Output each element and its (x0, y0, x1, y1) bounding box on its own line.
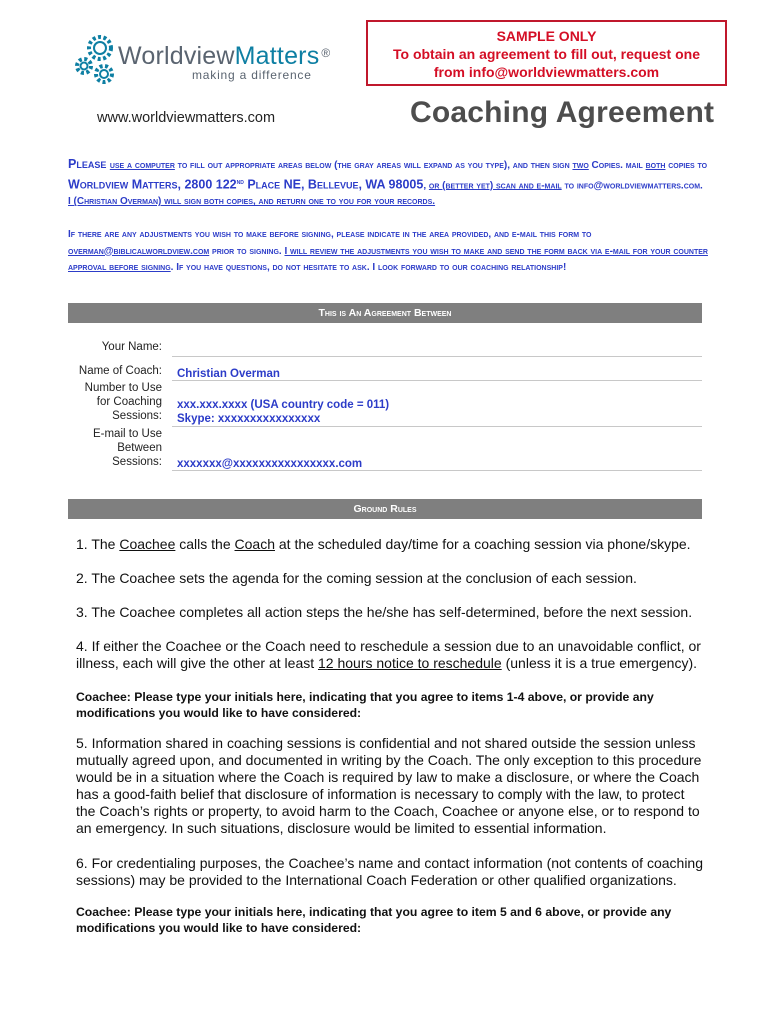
session-email-value: xxxxxxx@xxxxxxxxxxxxxxxx.com (177, 458, 363, 470)
brand-name: WorldviewMatters ® (118, 42, 331, 70)
coach-name-label: Name of Coach: (78, 365, 162, 377)
initials-prompt-1: Coachee: Please type your initials here, indicating that you agree to items 1-4 above, or provide any modifications you would like to have considered: (76, 690, 654, 720)
instructions-paragraph: Please use a computer to fill out appropriate areas below (the gray areas will expand as you type), and then sign two Copies. mail both copies to Worldview Matters, 2800 122nd Place NE, Bellevue, WA 98005, or (better yet) scan and e-mail to info@worldviewmatters.com. I (Christian Overman) will sign both copies, and return one to you for your records. (68, 157, 708, 208)
website-url: www.worldviewmatters.com (97, 110, 276, 126)
number-label: Number to Use for Coaching Sessions: (84, 382, 162, 422)
rule-5: 5. Information shared in coaching sessions is confidential and not shared outside the session unless mutually agreed upon, and documented in writing by the Coach. The only exception to this procedure would be in a situation where the Coach is required by law to make a disclosure, or where the Coach has a good-faith belief that disclosure of information is necessary to comply with the law, to protect the Coach’s rights or property, to avoid harm to the Coach, Coachee or anyone else, or to respond to an emergency. In such situations, disclosure would be limited to essential information. (76, 735, 702, 836)
initials-prompt-2: Coachee: Please type your initials here, indicating that you agree to item 5 and 6 above, or provide any modifications you would like to have considered: (76, 905, 672, 935)
page-title: Coaching Agreement (410, 96, 715, 129)
coach-email-link[interactable]: overman@biblicalworldview.com (68, 245, 210, 257)
sample-notice-heading: SAMPLE ONLY (496, 28, 597, 44)
contact-number-value: xxx.xxx.xxxx (USA country code = 011) (177, 399, 390, 411)
adjustments-paragraph: If there are any adjustments you wish to make before signing, please indicate in the area provided, and e-mail this form to overman@biblicalworldview.com prior to signing. I will review the adjustments you wish to make and send the form back via e-mail for your counter approval before signing. If you have questions, do not hesitate to ask. I look forward to our coaching relationship! (68, 229, 708, 273)
coach-name-value: Christian Overman (177, 368, 280, 380)
sample-notice-line: from info@worldviewmatters.com (433, 64, 660, 80)
your-name-label: Your Name: (101, 341, 162, 353)
skype-value: Skype: xxxxxxxxxxxxxxxx (177, 413, 321, 425)
rule-3: 3. The Coachee completes all action steps the he/she has self-determined, before the next session. (76, 604, 693, 620)
email-label: E-mail to Use Between Sessions: (92, 428, 162, 468)
brand-tagline: making a difference (192, 68, 312, 82)
sample-only-notice (366, 20, 727, 86)
worldview-matters-logo (70, 32, 340, 88)
agreement-section-header: This is An Agreement Between (68, 303, 702, 323)
rule-1: 1. The Coachee calls the Coach at the scheduled day/time for a coaching session via phone/skype. (76, 536, 691, 552)
rule-4: 4. If either the Coachee or the Coach need to reschedule a session due to an unavoidable conflict, or illness, each will give the other at least 12 hours notice to reschedule (unless it is a true emergency). (76, 638, 701, 671)
sample-notice-line: To obtain an agreement to fill out, request one (393, 46, 700, 62)
ground-rules-header: Ground Rules (68, 499, 702, 519)
rule-2: 2. The Coachee sets the agenda for the coming session at the conclusion of each session. (76, 570, 637, 586)
rule-6: 6. For credentialing purposes, the Coachee’s name and contact information (not contents of coaching sessions) may be provided to the International Coach Federation or other qualified organizations. (76, 855, 704, 888)
your-name-field[interactable] (172, 334, 702, 357)
